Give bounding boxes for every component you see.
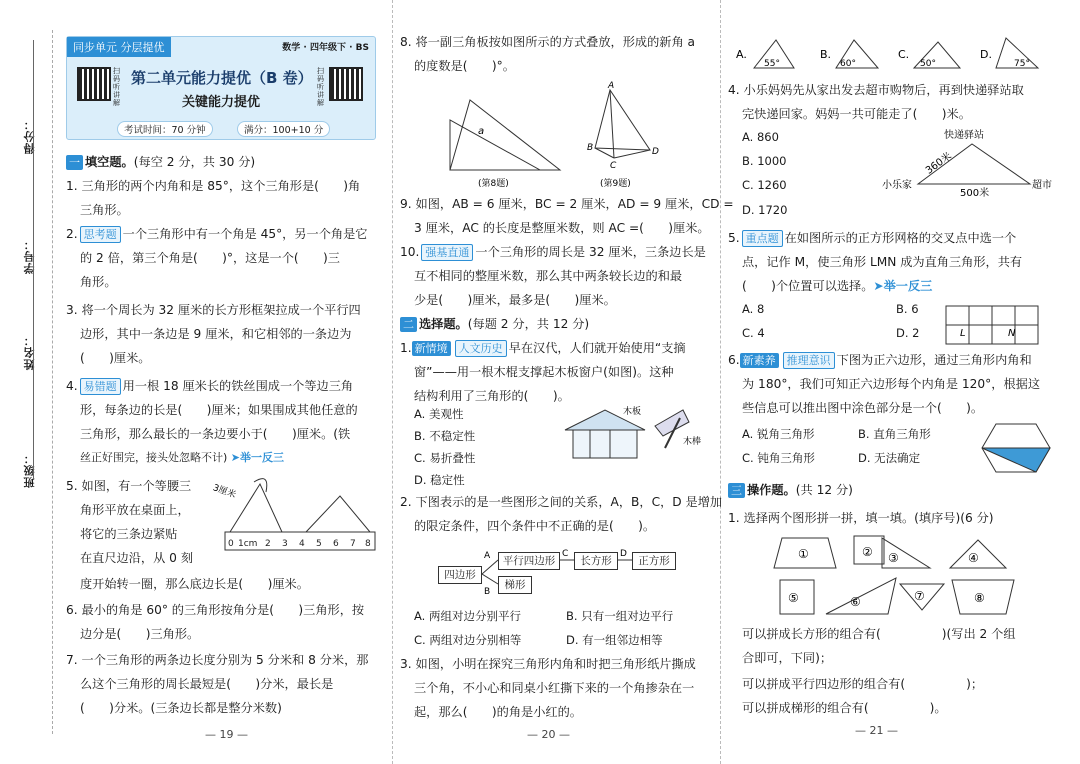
q2-line-a: 2. 思考题 一个三角形中有一个角是 45°，另一个角是它 [66, 227, 368, 241]
tick-2: 2 [265, 539, 271, 549]
q4-line-c: 三角形，那么最长的一条边要小于( )厘米。(铁 [80, 427, 351, 441]
letter-B: B [484, 587, 491, 597]
qr-code-left-icon[interactable] [77, 67, 111, 101]
q5-line-c: 将它的三条边紧贴 [80, 527, 178, 541]
page-number-20: — 20 — [527, 728, 570, 741]
shape-1: ① [798, 547, 809, 561]
distance-500: 500米 [960, 188, 990, 199]
class-label: 班级： [23, 452, 36, 488]
fig8-caption: (第8题) [478, 179, 509, 189]
node-quadrilateral: 四边形 [438, 566, 482, 584]
o1-line-4: 可以拼成梯形的组合有( )。 [742, 701, 947, 715]
section-operation: 三 操作题。(共 12 分) [728, 478, 853, 502]
ruler-triangle-figure [210, 474, 380, 564]
tick-0: 0 [228, 539, 234, 549]
hexagon-figure [978, 420, 1058, 476]
q3-line-a: 3. 将一个周长为 32 厘米的长方形框架拉成一个平行四 [66, 303, 361, 317]
student-id-label: 学号： [23, 238, 36, 274]
q5-line-b: 角形平放在桌面上， [80, 503, 190, 517]
c5-option-d[interactable]: D. 2 [896, 326, 920, 340]
angle-60: 60° [840, 59, 856, 69]
tick-3: 3 [282, 539, 288, 549]
c1-option-d[interactable]: D. 稳定性 [414, 473, 465, 487]
shape-6: ⑥ [850, 595, 861, 609]
tag-key: 重点题 [742, 230, 783, 247]
tick-4: 4 [299, 539, 305, 549]
q6-line-b: 边分是( )三角形。 [80, 627, 200, 641]
window-figure [555, 400, 710, 470]
c1-option-b[interactable]: B. 不稳定性 [414, 429, 476, 443]
shape-2: ② [862, 545, 873, 559]
home-label: 小乐家 [882, 180, 912, 191]
page-number-19: — 19 — [205, 728, 248, 741]
q7-line-b: 么这个三角形的周长最短是( )分米，最长是 [80, 677, 334, 691]
section-number: 三 [728, 483, 745, 498]
point-N: N [1008, 328, 1016, 339]
q9-line-a: 9. 如图，AB = 6 厘米，BC = 2 厘米，AD = 9 厘米，CD = [400, 197, 734, 211]
q8-line-b: 的度数是( )°。 [414, 59, 515, 73]
exam-time: 考试时间：70 分钟 [117, 121, 213, 137]
q3-line-c: ( )厘米。 [80, 351, 151, 365]
q4-line-b: 形，每条边的长是( )厘米；如果围成其他任意的 [80, 403, 358, 417]
c6-option-d[interactable]: D. 无法确定 [858, 451, 921, 465]
shape-3: ③ [888, 551, 899, 565]
q8-q9-figures [440, 80, 700, 190]
c1-line-b: 窗”——用一根木棍支撑起木板窗户(如图)。这种 [414, 365, 674, 379]
c5-option-c[interactable]: C. 4 [742, 326, 765, 340]
q7-line-a: 7. 一个三角形的两条边长度分别为 5 分米和 8 分米，那 [66, 653, 369, 667]
angle-a-label: a [478, 126, 485, 137]
point-C: C [610, 161, 617, 171]
point-D: D [652, 147, 659, 157]
c1-line-a: 1. 新情境 人文历史 早在汉代，人们就开始使用“支摘 [400, 341, 686, 355]
shape-8: ⑧ [974, 591, 985, 605]
c5-line-a: 5. 重点题 在如图所示的正方形网格的交叉点中选一个 [728, 231, 1017, 245]
market-label: 超市 [1032, 180, 1052, 191]
angle-55: 55° [764, 59, 780, 69]
tick-7: 7 [350, 539, 356, 549]
score-label: 得分： [23, 118, 36, 154]
c4-line-a: 4. 小乐妈妈先从家出发去超市购物后，再到快递驿站取 [728, 83, 1024, 97]
c6-option-b[interactable]: B. 直角三角形 [858, 427, 931, 441]
q10-line-b: 互不相同的整厘米数，那么其中两条较长边的和最 [414, 269, 683, 283]
practice-link[interactable]: ➤举一反三 [873, 279, 933, 293]
point-A: A [608, 81, 615, 91]
q4-line-a: 4. 易错题 用一根 18 厘米长的铁丝围成一个等边三角 [66, 379, 354, 393]
page-title: 第二单元能力提优（B 卷） [131, 69, 313, 87]
tag-reasoning: 推理意识 [783, 352, 835, 369]
stick-label: 木棒 [683, 437, 702, 447]
q2-line-b: 的 2 倍，第三个角是( )°，这是一个( )三 [80, 251, 340, 265]
board-label: 木板 [623, 407, 642, 417]
c2-option-b[interactable]: B. 只有一组对边平行 [566, 609, 674, 623]
c4-option-d[interactable]: D. 1720 [742, 203, 788, 217]
tag-new-context: 新情境 [412, 341, 451, 356]
node-rectangle: 长方形 [574, 552, 618, 570]
q5-line-a: 5. 如图，有一个等腰三 [66, 479, 192, 493]
c3-opt-d: D. [980, 48, 992, 61]
unit-badge: 同步单元 分层提优 [67, 37, 171, 57]
fig9-caption: (第9题) [600, 179, 631, 189]
relation-arrows [482, 548, 642, 598]
c3-opt-a: A. [736, 48, 747, 61]
c2-option-c[interactable]: C. 两组对边分别相等 [414, 633, 522, 647]
tick-6: 6 [333, 539, 339, 549]
q7-line-c: ( )分米。(三条边长都是整分米数) [80, 701, 282, 715]
c3-line-a: 3. 如图，小明在探究三角形内角和时把三角形纸片撕成 [400, 657, 696, 671]
q1-line-a: 1. 三角形的两个内角和是 85°，这个三角形是( )角 [66, 179, 361, 193]
full-score: 满分：100+10 分 [237, 121, 330, 137]
angle-50: 50° [920, 59, 936, 69]
point-L: L [960, 328, 966, 339]
c5-line-c: ( )个位置可以选择。➤举一反三 [742, 279, 933, 293]
c6-option-a[interactable]: A. 锐角三角形 [742, 427, 815, 441]
q3-line-b: 边形，其中一条边是 9 厘米，和它相邻的一条边为 [80, 327, 352, 341]
node-trapezoid: 梯形 [498, 576, 532, 594]
c2-option-d[interactable]: D. 有一组邻边相等 [566, 633, 663, 647]
section-number: 一 [66, 155, 83, 170]
c3-line-b: 三个角，不小心和同桌小红撕下来的一个角掺杂在一 [414, 681, 695, 695]
shape-4: ④ [968, 551, 979, 565]
q1-line-b: 三角形。 [80, 203, 129, 217]
q10-line-c: 少是( )厘米，最多是( )厘米。 [414, 293, 616, 307]
name-label: 姓名： [23, 334, 36, 370]
c6-line-c: 些信息可以推出图中涂色部分是一个( )。 [742, 401, 984, 415]
q6-line-a: 6. 最小的角是 60° 的三角形按角分是( )三角形，按 [66, 603, 365, 617]
c5-option-a[interactable]: A. 8 [742, 302, 765, 316]
c3-angle-options [728, 30, 1068, 74]
c4-option-c[interactable]: C. 1260 [742, 178, 787, 192]
c4-option-a[interactable]: A. 860 [742, 130, 779, 144]
q2-line-c: 角形。 [80, 275, 117, 289]
q10-line-a: 10. 强基直通 一个三角形的周长是 32 厘米，三条边长是 [400, 245, 706, 259]
q9-line-b: 3 厘米，AC 的长度是整厘米数，则 AC =( )厘米。 [414, 221, 710, 235]
q5-line-d: 在直尺边沿，从 0 刻 [80, 551, 194, 565]
c5-option-b[interactable]: B. 6 [896, 302, 919, 316]
c1-option-a[interactable]: A. 美观性 [414, 407, 464, 421]
header-panel [66, 36, 376, 140]
c4-line-b: 完快递回家。妈妈一共可能走了( )米。 [742, 107, 971, 121]
route-triangle [880, 126, 1060, 202]
tag-new-literacy: 新素养 [740, 353, 779, 368]
node-square: 正方形 [632, 552, 676, 570]
section-fill-blank: 一 填空题。(每空 2 分，共 30 分) [66, 150, 255, 174]
c6-line-a: 6. 新素养 推理意识 下图为正六边形，通过三角形内角和 [728, 353, 1032, 367]
tick-1: 1cm [238, 539, 258, 549]
q5-line-e: 度开始转一圈，那么底边长是( )厘米。 [80, 577, 309, 591]
square-grid [944, 304, 1044, 348]
c6-line-b: 为 180°，我们可知正六边形每个内角是 120°，根据这 [742, 377, 1041, 391]
station-label: 快递驿站 [944, 130, 984, 141]
letter-A: A [484, 551, 491, 561]
c1-option-c[interactable]: C. 易折叠性 [414, 451, 476, 465]
c2-option-a[interactable]: A. 两组对边分别平行 [414, 609, 521, 623]
c3-line-c: 起，那么( )的角是小红的。 [414, 705, 582, 719]
page-subtitle: 关键能力提优 [181, 95, 260, 110]
section-choice: 二 选择题。(每题 2 分，共 12 分) [400, 312, 589, 336]
shapes-set [770, 534, 1050, 618]
side-length-label: 3厘米 [211, 483, 238, 501]
section-number: 二 [400, 317, 417, 332]
q4-line-d: 丝正好围完，接头处忽略不计) ➤举一反三 [80, 451, 285, 464]
node-parallelogram: 平行四边形 [498, 552, 560, 570]
c1-line-c: 结构利用了三角形的( )。 [414, 389, 570, 403]
c6-option-c[interactable]: C. 钝角三角形 [742, 451, 815, 465]
tag-error-prone: 易错题 [80, 378, 121, 395]
distance-360: 360米 [923, 150, 954, 177]
tag-foundation: 强基直通 [421, 244, 473, 261]
c3-opt-c: C. [898, 48, 910, 61]
tag-thinking: 思考题 [80, 226, 121, 243]
qr-left-label: 扫码听讲解 [113, 67, 120, 107]
shape-5: ⑤ [788, 591, 799, 605]
c2-line-b: 的限定条件，四个条件中不正确的是( )。 [414, 519, 656, 533]
page-number-21: — 21 — [855, 724, 898, 737]
point-B: B [587, 143, 594, 153]
qr-code-right-icon[interactable] [329, 67, 363, 101]
practice-link[interactable]: ➤举一反三 [230, 451, 285, 464]
o1-line-3: 可以拼成平行四边形的组合有( )； [742, 677, 984, 691]
q8-line-a: 8. 将一副三角板按如图所示的方式叠放，形成的新角 a [400, 35, 695, 49]
c5-line-b: 点，记作 M，使三角形 LMN 成为直角三角形，共有 [742, 255, 1023, 269]
o1-line-a: 1. 选择两个图形拼一拼，填一填。(填序号)(6 分) [728, 511, 994, 525]
qr-right-label: 扫码听讲解 [317, 67, 324, 107]
tag-humanities: 人文历史 [455, 340, 507, 357]
c3-opt-b: B. [820, 48, 832, 61]
letter-D: D [620, 549, 627, 559]
tick-8: 8 [365, 539, 371, 549]
angle-75: 75° [1014, 59, 1030, 69]
tick-5: 5 [316, 539, 322, 549]
ruler-ticks [228, 539, 371, 549]
o1-line-2: 合即可，下同)； [742, 651, 833, 665]
grade-meta: 数学 · 四年级下 · BS [282, 43, 369, 53]
letter-C: C [562, 549, 569, 559]
o1-line-1: 可以拼成长方形的组合有( )(写出 2 个组 [742, 627, 1016, 641]
c4-option-b[interactable]: B. 1000 [742, 154, 787, 168]
c2-line-a: 2. 下图表示的是一些图形之间的关系，A，B，C，D 是增加 [400, 495, 723, 509]
shape-7: ⑦ [914, 589, 925, 603]
